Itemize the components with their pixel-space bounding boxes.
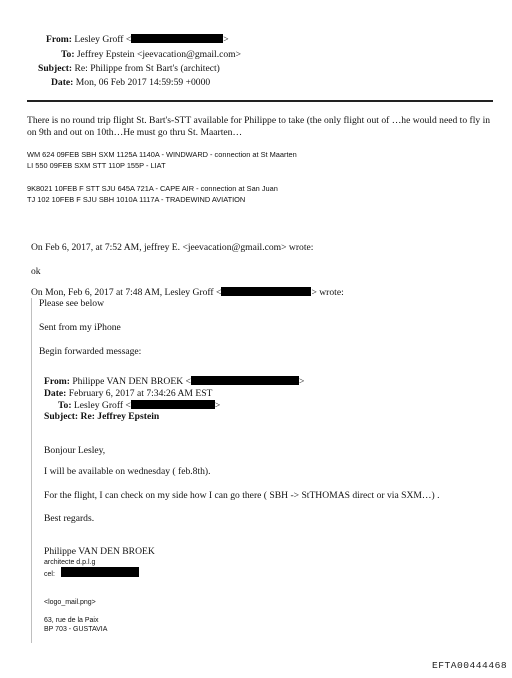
fwd-date-label: Date: — [44, 388, 67, 399]
document-id: EFTA00444468 — [432, 660, 508, 671]
from-name: Lesley Groff < — [74, 34, 132, 45]
redaction-box — [131, 400, 215, 409]
fwd-from-label: From: — [44, 376, 70, 387]
signature-address-1: 63, rue de la Paix — [44, 617, 99, 624]
please-see-below: Please see below — [39, 298, 105, 309]
wrote-post: > wrote: — [311, 287, 344, 298]
quote-bar — [31, 298, 32, 643]
signature-address-2: BP 703 - GUSTAVIA — [44, 626, 108, 633]
email-header-from — [46, 34, 229, 45]
body-paragraph: There is no round trip flight St. Bart's-STT available for Philippe to take (the only flight out of …he would need to fly in on 9th and out on 10th…He must go thru St. Maarten… — [27, 115, 491, 138]
fwd-flight-check: For the flight, I can check on my side how I can go there ( SBH -> StTHOMAS direct or via SXM…) . — [44, 490, 440, 501]
fwd-available: I will be available on wednesday ( feb.8th). — [44, 466, 211, 477]
fwd-to — [58, 400, 220, 411]
to-value: Jeffrey Epstein <jeevacation@gmail.com> — [76, 49, 242, 60]
signature-cel — [44, 567, 139, 578]
flight-line: WM 624 09FEB SBH SXM 1125A 1140A - WINDWARD - connection at St Maarten — [27, 150, 297, 159]
date-value: Mon, 06 Feb 2017 14:59:59 +0000 — [75, 77, 211, 88]
fwd-date-value: February 6, 2017 at 7:34:26 AM EST — [68, 388, 213, 399]
signature-title: architecte d.p.l.g — [44, 559, 96, 566]
fwd-from-value: Philippe VAN DEN BROEK < — [72, 376, 191, 387]
fwd-subject-value: Re: Jeffrey Epstein — [80, 411, 160, 422]
fwd-from — [44, 376, 304, 387]
fwd-to-value: Lesley Groff < — [73, 400, 131, 411]
cel-label: cel: — [44, 571, 55, 578]
flight-line: TJ 102 10FEB F SJU SBH 1010A 1117A - TRADEWIND AVIATION — [27, 195, 246, 204]
fwd-date — [44, 388, 212, 399]
from-label: From: — [46, 34, 72, 45]
date-label: Date: — [51, 77, 74, 88]
thread-wrote-line-2 — [31, 287, 344, 298]
email-header-to — [61, 49, 241, 60]
fwd-from-close: > — [298, 376, 305, 387]
header-divider — [27, 100, 493, 102]
redaction-box — [131, 34, 223, 43]
sent-from-iphone: Sent from my iPhone — [39, 322, 121, 333]
fwd-subject-label: Subject: — [44, 411, 79, 422]
redaction-box — [191, 376, 299, 385]
wrote-pre: On Mon, Feb 6, 2017 at 7:48 AM, Lesley Groff < — [31, 287, 222, 298]
fwd-greeting: Bonjour Lesley, — [44, 445, 106, 456]
fwd-to-label: To: — [58, 400, 72, 411]
email-header-date — [51, 77, 210, 88]
signature-logo-placeholder: <logo_mail.png> — [44, 599, 96, 606]
from-close: > — [223, 34, 229, 45]
to-label: To: — [61, 49, 75, 60]
redaction-box — [61, 567, 139, 577]
signature-name: Philippe VAN DEN BROEK — [44, 546, 155, 557]
thread-ok: ok — [31, 266, 41, 277]
begin-forwarded: Begin forwarded message: — [39, 346, 142, 357]
flight-line: 9K8021 10FEB F STT SJU 645A 721A - CAPE AIR - connection at San Juan — [27, 184, 278, 193]
subject-value: Re: Philippe from St Bart's (architect) — [74, 63, 220, 74]
email-header-subject — [38, 63, 220, 74]
flight-line: LI 550 09FEB SXM STT 110P 155P - LIAT — [27, 161, 166, 170]
thread-wrote-line: On Feb 6, 2017, at 7:52 AM, jeffrey E. <jeevacation@gmail.com> wrote: — [31, 242, 314, 253]
redaction-box — [221, 287, 311, 296]
subject-label: Subject: — [38, 63, 73, 74]
fwd-subject — [44, 411, 159, 422]
fwd-to-close: > — [214, 400, 221, 411]
fwd-regards: Best regards. — [44, 513, 95, 524]
